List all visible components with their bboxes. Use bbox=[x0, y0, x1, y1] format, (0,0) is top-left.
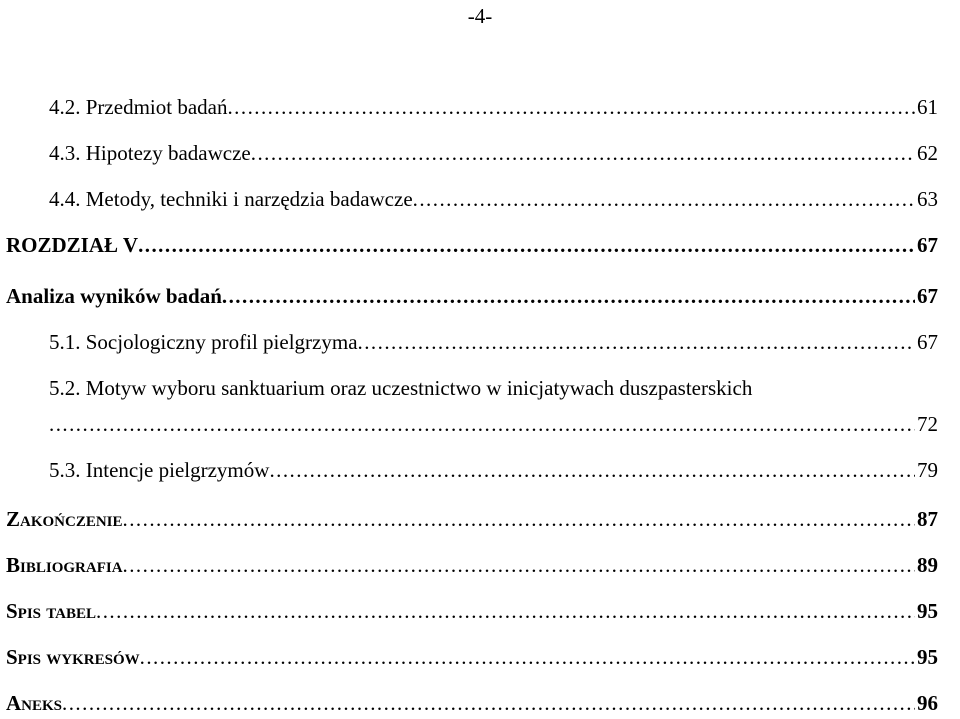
toc-entry-list-of-charts[interactable] bbox=[0, 643, 960, 673]
toc-entry-label: Zakończenie bbox=[6, 507, 123, 531]
toc-leader-dots bbox=[413, 185, 915, 213]
toc-entry-label: 4.4. Metody, techniki i narzędzia badawcze bbox=[49, 187, 413, 211]
toc-page-number: 96 bbox=[917, 691, 938, 715]
toc-entry-chapter-5-title[interactable] bbox=[0, 282, 960, 312]
toc-entry-label: 5.1. Socjologiczny profil pielgrzyma bbox=[49, 330, 358, 354]
toc-page-number: 87 bbox=[917, 507, 938, 531]
toc-entry-label: 5.2. Motyw wyboru sanktuarium oraz uczestnictwo w inicjatywach duszpasterskich bbox=[49, 376, 753, 400]
toc-page-number: 62 bbox=[917, 141, 938, 165]
toc-entry-label: Spis tabel bbox=[6, 599, 97, 623]
toc-leader-dots bbox=[222, 282, 915, 310]
toc-leader-dots bbox=[251, 139, 915, 167]
page-number: -4- bbox=[467, 4, 493, 28]
toc-page-number: 63 bbox=[917, 187, 938, 211]
toc-page-number: 89 bbox=[917, 553, 938, 577]
toc-entry-4-3[interactable] bbox=[0, 139, 960, 169]
toc-entry-5-1[interactable] bbox=[0, 328, 960, 358]
toc-entry-label: 4.3. Hipotezy badawcze bbox=[49, 141, 251, 165]
toc-leader-dots bbox=[138, 231, 915, 259]
toc-page-number: 95 bbox=[917, 645, 938, 669]
toc-entry-5-2[interactable] bbox=[0, 374, 960, 444]
toc-entry-5-3[interactable] bbox=[0, 456, 960, 486]
toc-entry-appendix[interactable] bbox=[0, 689, 960, 719]
toc-entry-4-2[interactable] bbox=[0, 93, 960, 123]
toc-page-number: 67 bbox=[917, 233, 938, 257]
toc-page-number: 67 bbox=[917, 330, 938, 354]
toc-entry-chapter-5[interactable] bbox=[0, 231, 960, 261]
toc-page-number: 72 bbox=[917, 412, 938, 436]
toc-entry-label: 4.2. Przedmiot badań bbox=[49, 95, 228, 119]
toc-leader-dots bbox=[358, 328, 915, 356]
toc-entry-label: ROZDZIAŁ V bbox=[6, 233, 139, 257]
toc-leader-dots bbox=[49, 410, 915, 438]
toc-leader-dots bbox=[269, 456, 915, 484]
toc-leader-dots bbox=[96, 597, 915, 625]
toc-page-number: 61 bbox=[917, 95, 938, 119]
toc-leader-dots bbox=[227, 93, 915, 121]
toc-leader-dots bbox=[140, 643, 915, 671]
toc-entry-list-of-tables[interactable] bbox=[0, 597, 960, 627]
toc-leader-dots bbox=[123, 505, 915, 533]
toc-entry-label: Aneks bbox=[6, 691, 63, 715]
toc-entry-bibliography[interactable] bbox=[0, 551, 960, 581]
toc-entry-conclusion[interactable] bbox=[0, 505, 960, 535]
toc-entry-label: Bibliografia bbox=[6, 553, 123, 577]
toc-page-number: 95 bbox=[917, 599, 938, 623]
toc-leader-dots bbox=[123, 551, 915, 579]
toc-entry-label: Spis wykresów bbox=[6, 645, 140, 669]
toc-page-number: 79 bbox=[917, 458, 938, 482]
toc-leader-dots bbox=[62, 689, 915, 717]
toc-entry-4-4[interactable] bbox=[0, 185, 960, 215]
toc-entry-label: 5.3. Intencje pielgrzymów bbox=[49, 458, 270, 482]
toc-page-number: 67 bbox=[917, 284, 938, 308]
toc-entry-label: Analiza wyników badań bbox=[6, 284, 222, 308]
